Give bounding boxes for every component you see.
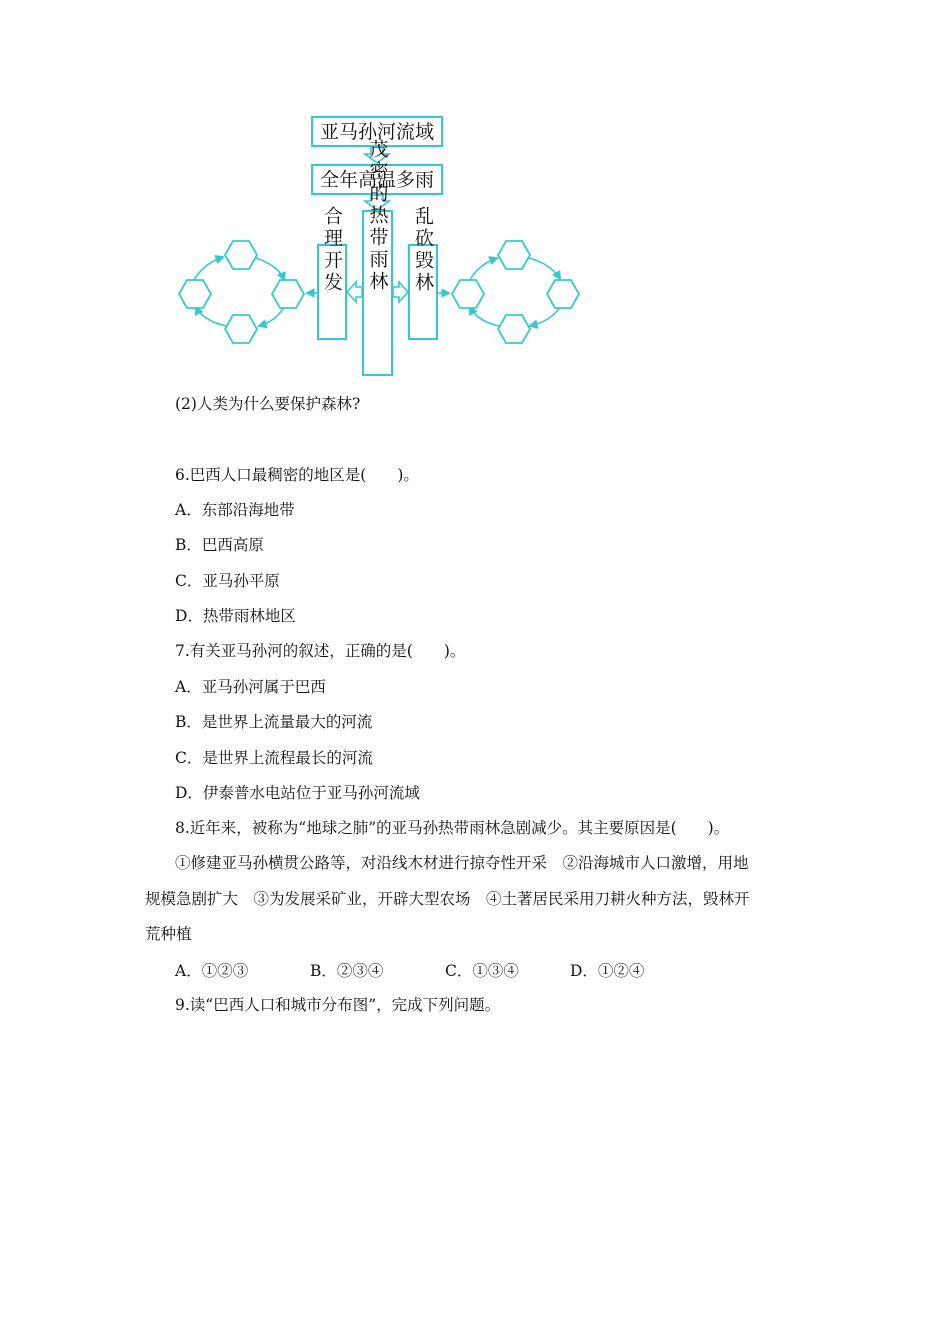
q7-option-c: C．是世界上流程最长的河流 [175,749,373,767]
q8-option-a: A．①②③ [175,962,249,980]
left-cycle-arc-tl [194,257,223,280]
right-cycle-arc-bl [470,307,499,326]
q6-option-a: A．东部沿海地带 [175,501,295,519]
q6-option-d: D．热带雨林地区 [175,607,296,625]
q7-stem: 7.有关亚马孙河的叙述，正确的是( )。 [175,642,466,660]
amazon-flow-diagram [0,0,950,400]
right-hex-right [547,280,579,308]
right-cycle-arc-br [530,307,560,326]
q6-stem: 6.巴西人口最稠密的地区是( )。 [175,466,419,484]
left-cycle-arc-br [259,307,284,326]
left-cycle-arc-tr [256,258,284,280]
q8-option-b: B．②③④ [310,962,384,980]
q7-option-d: D．伊泰普水电站位于亚马孙河流域 [175,784,420,802]
q8-statements-line3: 荒种植 [145,925,192,943]
box-rational-development-label: 合理开发 [321,206,343,294]
q6-option-b: B．巴西高原 [175,536,264,554]
right-hex-left [452,280,484,308]
arrow-left [347,282,362,302]
right-cycle-arc-tl [470,258,497,280]
right-hex-top [498,241,530,269]
q8-statements-line1: ①修建亚马孙横贯公路等，对沿线木材进行掠夺性开采 ②沿海城市人口激增，用地 [175,854,749,872]
q7-option-a: A．亚马孙河属于巴西 [175,678,326,696]
left-hex-left [179,280,211,308]
box-amazon-basin-label: 亚马孙河流域 [319,121,435,143]
q5-part2: (2)人类为什么要保护森林? [175,395,361,413]
right-hex-bottom [498,315,530,343]
q8-option-c: C．①③④ [445,962,519,980]
q7-option-b: B．是世界上流量最大的河流 [175,713,373,731]
box-climate-label: 全年高温多雨 [319,169,435,191]
q9-stem: 9.读“巴西人口和城市分布图”，完成下列问题。 [175,996,501,1014]
left-hex-right [272,280,304,308]
left-hex-top [225,241,257,269]
box-rainforest-label: 茂密的热带雨林 [366,139,389,293]
left-hex-bottom [225,315,257,343]
right-cycle-arc-tr [529,258,560,279]
left-cycle-arc-bl [196,307,226,326]
q6-option-c: C．亚马孙平原 [175,572,280,590]
box-deforestation-label: 乱砍毁林 [412,206,434,294]
arrow-right [393,282,408,302]
q8-stem: 8.近年来，被称为“地球之肺”的亚马孙热带雨林急剧减少。其主要原因是( )。 [175,819,730,837]
q8-statements-line2: 规模急剧扩大 ③为发展采矿业，开辟大型农场 ④土著居民采用刀耕火种方法，毁林开 [145,890,750,908]
q8-option-d: D．①②④ [570,962,645,980]
